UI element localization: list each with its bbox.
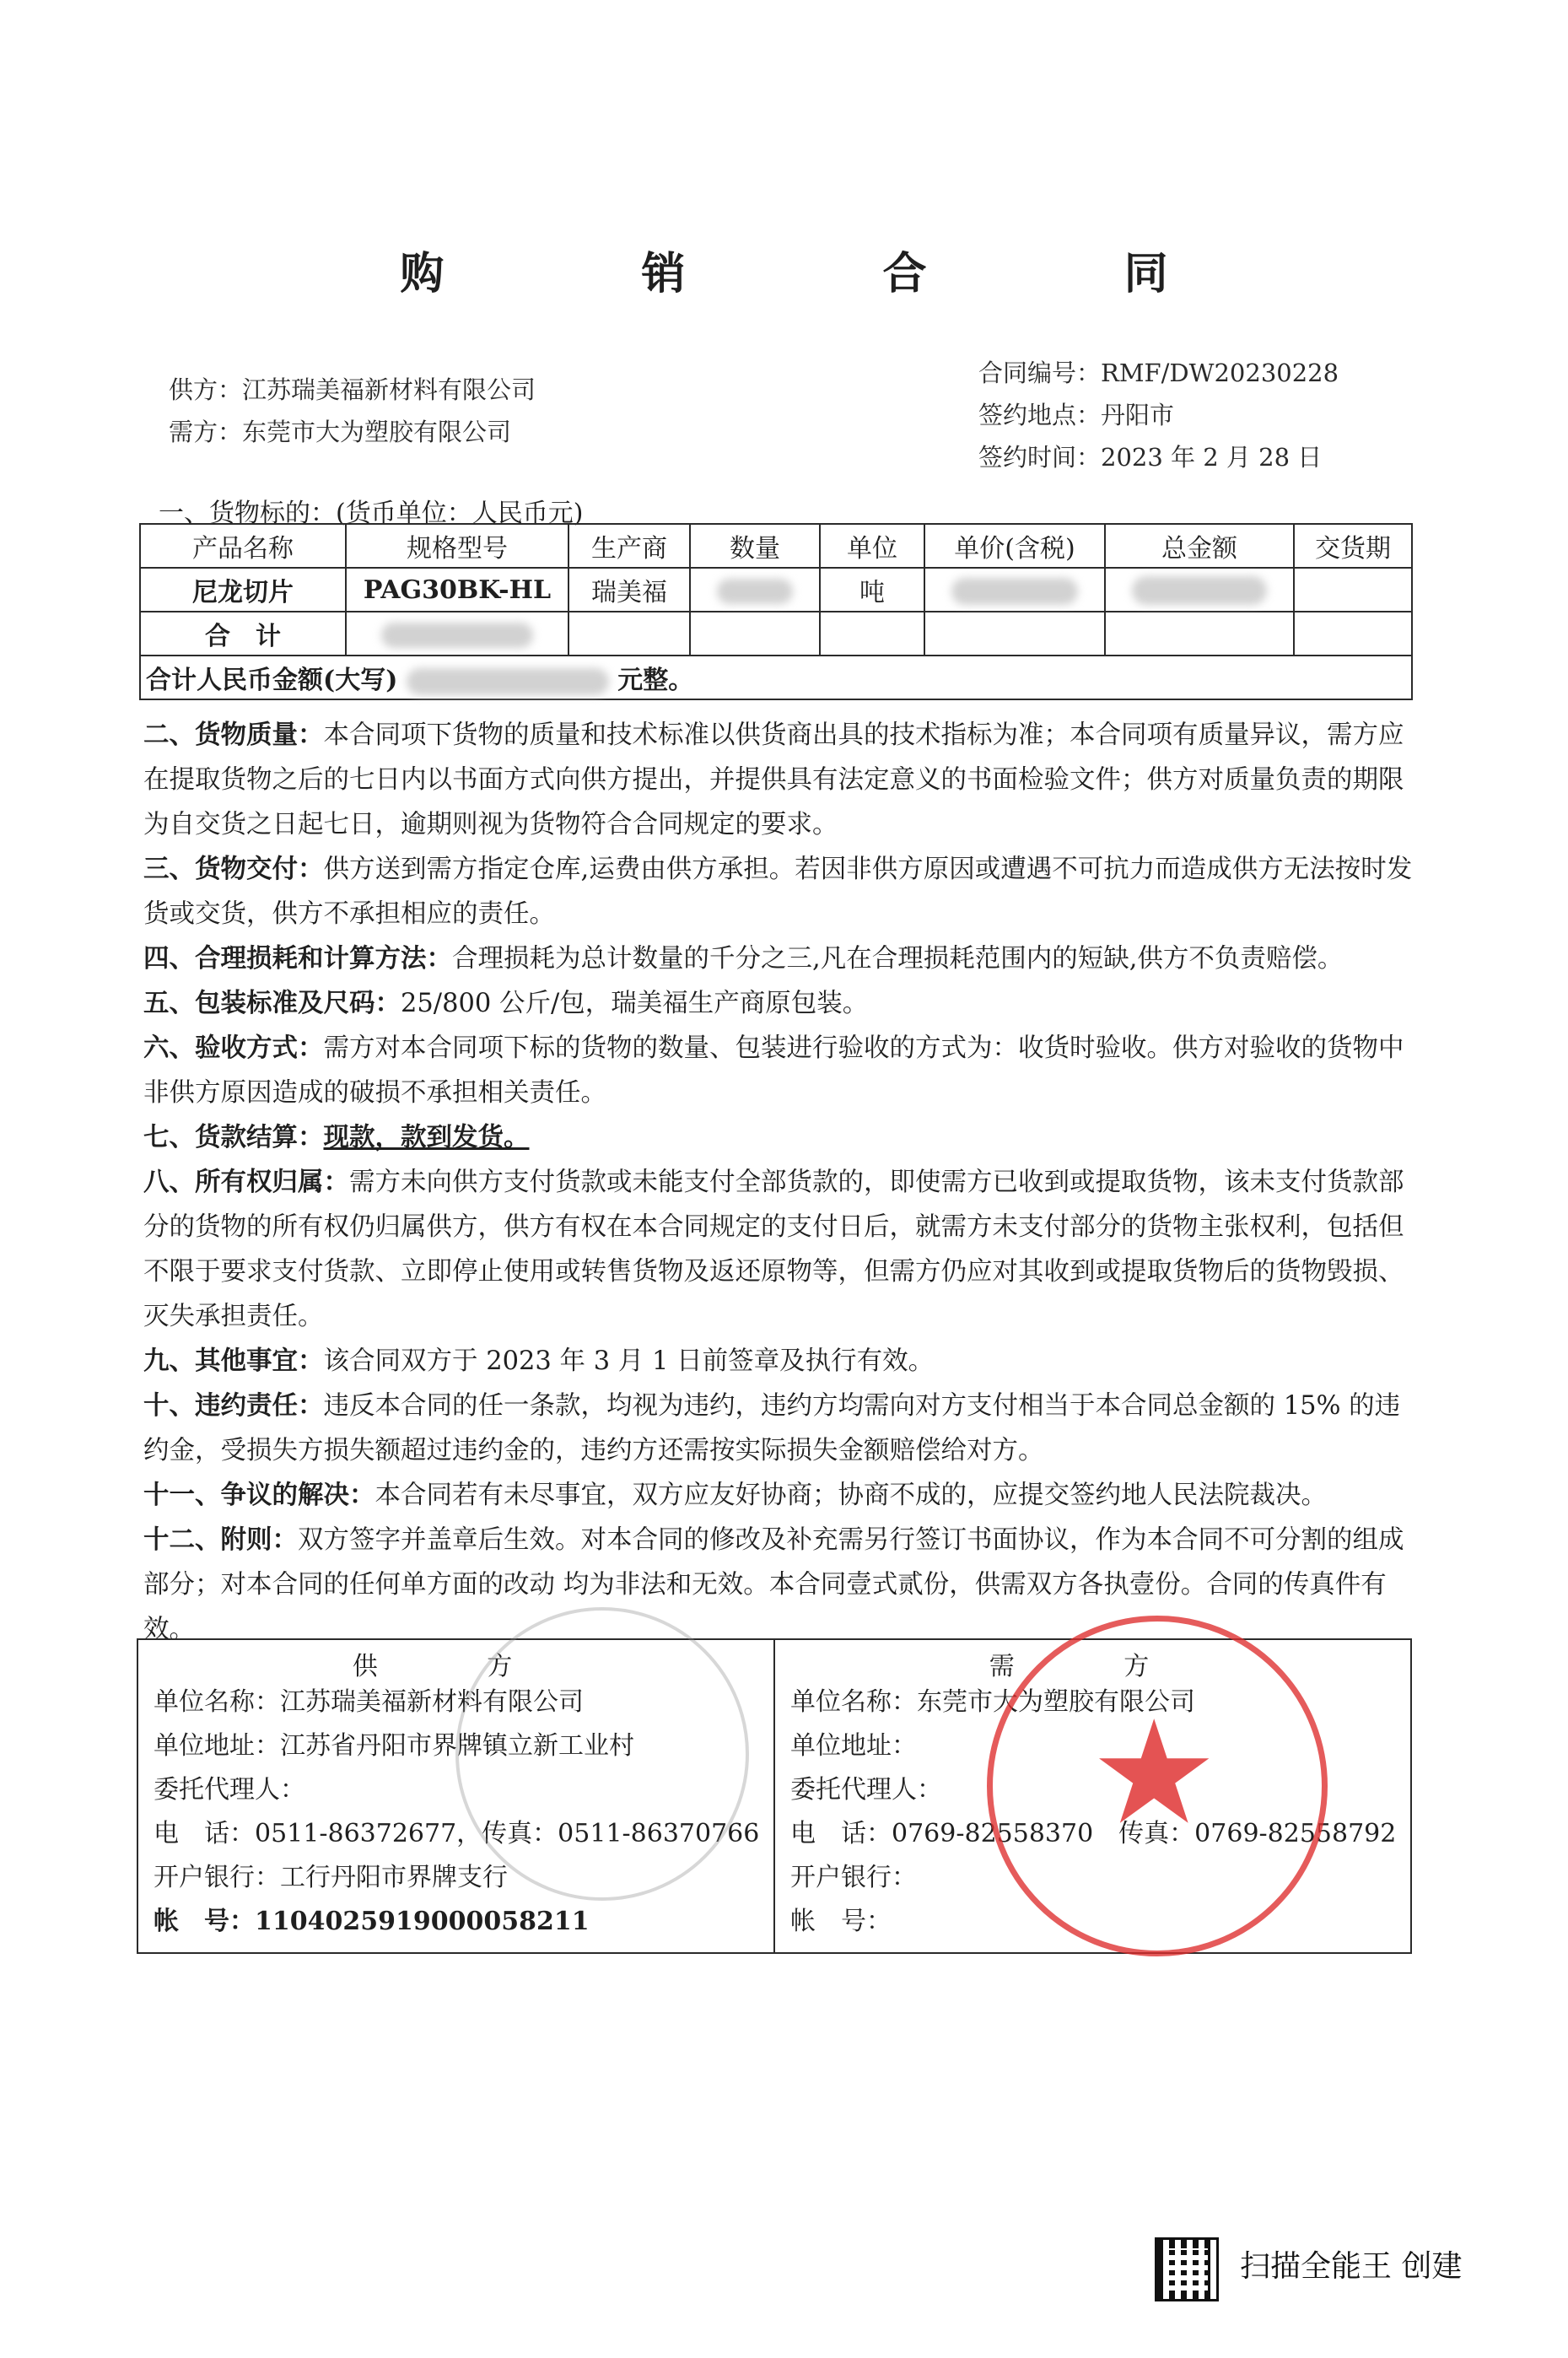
redaction	[1132, 576, 1267, 605]
col-header: 生产商	[568, 524, 690, 568]
scanner-watermark: 扫描全能王 创建	[1240, 2249, 1463, 2284]
product-maker: 瑞美福	[568, 568, 690, 612]
table-row	[140, 568, 1412, 612]
amount-suffix: 元整。	[617, 666, 694, 695]
product-model: PAG30BK-HL	[346, 568, 568, 612]
product-delivery	[1294, 568, 1412, 612]
clause-3	[143, 847, 1417, 936]
col-header: 总金额	[1105, 524, 1294, 568]
clause-number: 六、	[143, 1033, 195, 1063]
buyer-agent: 委托代理人：	[790, 1775, 942, 1805]
clause-number: 二、	[143, 720, 195, 750]
supplier-phone: 电 话：0511-86372677，传真：0511-86370766	[154, 1819, 760, 1848]
contract-title: 购 销 合 同	[400, 248, 1259, 299]
clause-text: 违反本合同的任一条款，均视为违约，违约方均需向对方支付相当于本合同总金额的 15% 的违约金，受损失方损失额超过违约金的，违约方还需按实际损失金额赔偿给对方。	[143, 1391, 1401, 1465]
clause-heading: 验收方式：	[195, 1033, 324, 1063]
buyer-phone: 电 话：0769-82558370 传真：0769-82558792	[790, 1819, 1397, 1848]
product-unit: 吨	[820, 568, 924, 612]
clause-heading: 争议的解决：	[220, 1480, 375, 1510]
clause-text: 25/800 公斤/包，瑞美福生产商原包装。	[401, 989, 869, 1018]
buyer-address: 单位地址：	[790, 1731, 917, 1761]
subtotal-label: 合 计	[140, 612, 346, 656]
clause-text: 双方签字并盖章后生效。对本合同的修改及补充需另行签订书面协议，作为本合同不可分割的组成部分；对本合同的任何单方面的改动 均为非法和无效。本合同壹式贰份，供需双方各执壹份。合同的传真件有效。	[143, 1525, 1404, 1644]
clause-number: 九、	[143, 1346, 195, 1376]
col-header: 单位	[820, 524, 924, 568]
clause-heading: 所有权归属：	[195, 1167, 349, 1197]
clause-text: 需方未向供方支付货款或未能支付全部货款的，即使需方已收到或提取货物，该未支付货款部分的货物的所有权仍归属供方，供方有权在本合同规定的支付日后，就需方未支付部分的货物主张权利，包括但不限于要求支付货款、立即停止使用或转售货物及返还原物等，但需方仍应对其收到或提取货物后的货物毁损、灭失承担责任。	[143, 1168, 1404, 1331]
col-header: 交货期	[1294, 524, 1412, 568]
clause-heading: 包装标准及尺码：	[195, 988, 401, 1018]
col-header: 数量	[690, 524, 820, 568]
amount-row	[140, 656, 1412, 699]
buyer-block-title: 需 方	[989, 1652, 1200, 1681]
clause-text: 现款，款到发货。	[323, 1122, 530, 1152]
redaction	[407, 668, 609, 695]
clause-8	[143, 1160, 1417, 1339]
star-icon: ★	[1090, 1690, 1219, 1857]
clause-6	[143, 1026, 1417, 1115]
clause-text: 供方送到需方指定仓库,运费由供方承担。若因非供方原因或遭遇不可抗力而造成供方无法按时发货或交货，供方不承担相应的责任。	[143, 855, 1413, 929]
clause-2	[143, 713, 1417, 847]
qr-code-icon	[1157, 2240, 1216, 2299]
subtotal-cell	[346, 612, 568, 656]
clause-11	[143, 1473, 1417, 1518]
supplier-stamp-icon	[455, 1607, 749, 1901]
clause-heading: 货物交付：	[195, 854, 324, 884]
subtotal-cell	[690, 612, 820, 656]
sign-place: 签约地点：丹阳市	[978, 401, 1175, 429]
clause-heading: 附则：	[220, 1524, 298, 1555]
clause-10	[143, 1384, 1417, 1473]
contract-clauses	[143, 713, 1417, 1652]
goods-table	[139, 523, 1413, 700]
clause-heading: 货款结算：	[195, 1122, 324, 1152]
amount-in-words	[140, 656, 1412, 699]
redaction	[381, 623, 533, 648]
subtotal-cell	[1294, 612, 1412, 656]
redaction	[951, 578, 1078, 605]
sign-time: 签约时间：2023 年 2 月 28 日	[978, 443, 1323, 472]
col-header: 单价(含税)	[924, 524, 1105, 568]
clause-text: 合理损耗为总计数量的千分之三,凡在合理损耗范围内的短缺,供方不负责赔偿。	[452, 944, 1344, 974]
supplier-agent: 委托代理人：	[154, 1775, 305, 1805]
subtotal-cell	[820, 612, 924, 656]
col-header: 产品名称	[140, 524, 346, 568]
subtotal-cell	[568, 612, 690, 656]
product-qty	[690, 568, 820, 612]
buyer-unit-name: 单位名称：东莞市大为塑胶有限公司	[790, 1687, 1195, 1717]
clause-7	[143, 1115, 1417, 1160]
clause-heading: 货物质量：	[195, 720, 324, 750]
supplier-bank: 开户银行：工行丹阳市界牌支行	[154, 1863, 508, 1892]
clause-9	[143, 1339, 1417, 1384]
goods-section-title: 一、货物标的：(货币单位：人民币元)	[159, 499, 584, 528]
clause-text: 需方对本合同项下标的货物的数量、包装进行验收的方式为：收货时验收。供方对验收的货物中非供方原因造成的破损不承担相关责任。	[143, 1033, 1404, 1108]
goods-header-row	[140, 524, 1412, 568]
supplier-header: 供方：江苏瑞美福新材料有限公司	[169, 375, 536, 404]
contract-number: 合同编号：RMF/DW20230228	[978, 359, 1339, 387]
clause-number: 十一、	[143, 1480, 221, 1510]
clause-text: 本合同若有未尽事宜，双方应友好协商；协商不成的，应提交签约地人民法院裁决。	[374, 1481, 1327, 1510]
supplier-unit-name: 单位名称：江苏瑞美福新材料有限公司	[154, 1687, 584, 1717]
clause-number: 十二、	[143, 1524, 221, 1555]
subtotal-cell	[924, 612, 1105, 656]
amount-label: 合计人民币金额(大写)	[146, 666, 398, 695]
clause-number: 七、	[143, 1122, 195, 1152]
col-header: 规格型号	[346, 524, 568, 568]
supplier-address: 单位地址：江苏省丹阳市界牌镇立新工业村	[154, 1731, 634, 1761]
buyer-header: 需方：东莞市大为塑胶有限公司	[169, 418, 512, 446]
clause-number: 四、	[143, 943, 195, 974]
supplier-account: 帐 号：1104025919000058211	[154, 1907, 590, 1936]
product-total	[1105, 568, 1294, 612]
product-price	[924, 568, 1105, 612]
clause-text: 该合同双方于 2023 年 3 月 1 日前签章及执行有效。	[323, 1346, 935, 1376]
clause-heading: 其他事宜：	[195, 1346, 324, 1376]
subtotal-row	[140, 612, 1412, 656]
buyer-bank: 开户银行：	[790, 1863, 917, 1892]
subtotal-cell	[1105, 612, 1294, 656]
company-seal-icon	[987, 1616, 1328, 1956]
clause-heading: 违约责任：	[195, 1390, 324, 1421]
clause-number: 八、	[143, 1167, 195, 1197]
clause-5	[143, 981, 1417, 1026]
clause-number: 三、	[143, 854, 195, 884]
clause-heading: 合理损耗和计算方法：	[195, 943, 452, 974]
clause-number: 十、	[143, 1390, 195, 1421]
buyer-account: 帐 号：	[790, 1907, 892, 1936]
redaction	[717, 579, 793, 604]
clause-text: 本合同项下货物的质量和技术标准以供货商出具的技术指标为准；本合同项有质量异议，需方应在提取货物之后的七日内以书面方式向供方提出，并提供具有法定意义的书面检验文件；供方对质量负责的期限为自交货之日起七日，逾期则视为货物符合合同规定的要求。	[143, 720, 1404, 839]
supplier-block-title: 供 方	[352, 1652, 563, 1681]
product-name: 尼龙切片	[140, 568, 346, 612]
clause-4	[143, 936, 1417, 981]
clause-number: 五、	[143, 988, 195, 1018]
